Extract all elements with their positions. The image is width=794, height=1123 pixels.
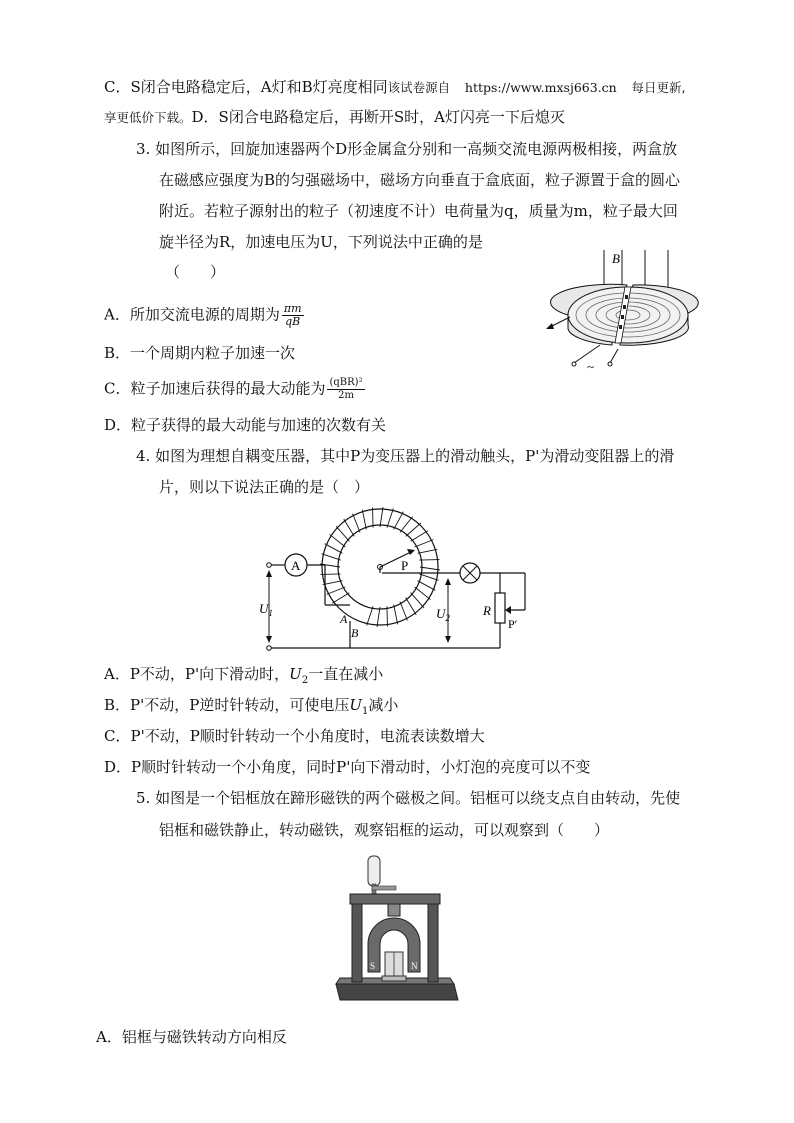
winding-turn (322, 554, 341, 560)
q5-option-a: A．铝框与磁铁转动方向相反 (96, 1028, 287, 1046)
winding-turn (415, 587, 431, 600)
q5-stem-1: 5. 如图是一个铝框放在蹄形磁铁的两个磁极之间。铝框可以绕支点自由转动，先使 (136, 789, 681, 807)
winding-turn (380, 507, 383, 527)
q3-stem-3: 附近。若粒子源射出的粒子（初速度不计）电荷量为q，质量为m，粒子最大回 (159, 202, 678, 220)
q3-stem-1: 3. 如图所示，回旋加速器两个D形金属盒分别和一高频交流电源两极相接，两盒放 (136, 140, 678, 158)
winding-turn (394, 512, 404, 530)
transformer-circuit-figure (255, 505, 545, 655)
winding-turn (400, 517, 413, 533)
winding-turn (325, 544, 343, 554)
winding-turn (415, 540, 434, 547)
winding-turn (419, 560, 439, 561)
winding-turn (418, 581, 436, 591)
q3-option-a: A．所加交流电源的周期为 $\frac{\pi m}{qB}$ (104, 302, 302, 328)
rheostat (495, 593, 505, 623)
cyclotron-figure (540, 245, 700, 380)
winding-turn (320, 574, 340, 575)
q3-option-b: B．一个周期内粒子加速一次 (104, 344, 296, 362)
winding-turn (411, 593, 424, 608)
q2-option-d: 享更低价下载。D．S闭合电路稳定后，再断开S时，A灯闪亮一下后熄灭 (104, 108, 565, 126)
winding-turn (323, 581, 343, 585)
q3-stem-2: 在磁感应强度为B的匀强磁场中，磁场方向垂直于盒底面，粒子源置于盒的圆心 (159, 171, 681, 189)
pole-n-label: N (411, 961, 418, 971)
tap-a-label: A (340, 612, 348, 626)
q5-stem-2: 铝框和磁铁静止，转动磁铁，观察铝框的运动，可以观察到（ ） (159, 821, 610, 839)
winding-turn (387, 606, 388, 626)
q4-stem-2: 片，则以下说法正确的是（ ） (159, 478, 370, 496)
winding-turn (332, 593, 349, 604)
q3-option-d: D．粒子获得的最大动能与加速的次数有关 (104, 416, 387, 434)
winding-turn (394, 605, 398, 625)
ac-source-symbol: ~ (587, 359, 595, 374)
pole-s-label: S (370, 961, 376, 971)
winding-turn (330, 534, 346, 547)
winding-turn (411, 531, 428, 542)
winding-turn (344, 519, 355, 536)
q4-option-d: D．P顺时针转动一个小角度，同时P'向下滑动时，小灯泡的亮度可以不变 (104, 758, 591, 776)
winding-turn (373, 507, 374, 527)
winding-turn (336, 526, 349, 541)
u2-label: $U_2$ (436, 606, 450, 623)
magnet-frame-figure (330, 852, 462, 1012)
resistor-label: R (483, 603, 491, 618)
winding-turn (377, 607, 380, 627)
tap-b-label: B (351, 626, 359, 640)
slider-p-label: P (401, 558, 409, 573)
ammeter-label: A (291, 558, 301, 573)
q2-option-c: C．S闭合电路稳定后，A灯和B灯亮度相同该试卷源自 https://www.mxsj663.cn 每日更新, (104, 78, 686, 96)
winding-turn (406, 523, 421, 536)
q4-stem-1: 4. 如图为理想自耦变压器，其中P为变压器上的滑动触头，P'为滑动变阻器上的滑 (136, 447, 675, 465)
u1-label: $U_1$ (259, 601, 273, 618)
winding-turn (327, 587, 346, 594)
q4-option-c: C．P'不动，P顺时针转动一个小角度时，电流表读数增大 (104, 727, 485, 745)
q3-answer-paren: （ ） (165, 263, 226, 281)
slider-pp-label: P′ (508, 617, 518, 631)
winding-turn (400, 602, 407, 621)
q3-option-c: C．粒子加速后获得的最大动能为 $\frac{\text{(qBR)²}}{2m}$ (104, 377, 363, 401)
winding-turn (362, 510, 366, 530)
winding-turn (406, 598, 417, 615)
watermark-url: https://www.mxsj663.cn (464, 80, 617, 95)
q3-stem-4: 旋半径为R，加速电压为U，下列说法中正确的是 (159, 233, 483, 251)
winding-turn (418, 549, 438, 553)
winding-turn (419, 574, 438, 580)
field-label-b: B (612, 251, 620, 266)
winding-turn (420, 567, 440, 570)
q4-option-a: A．P不动，P'向下滑动时，$U_2$一直在减小 (104, 665, 384, 686)
q4-option-b: B．P'不动，P逆时针转动，可使电压$U_1$减小 (104, 696, 399, 717)
winding-turn (353, 514, 360, 533)
winding-turn (387, 509, 393, 528)
winding-turn (367, 606, 373, 625)
